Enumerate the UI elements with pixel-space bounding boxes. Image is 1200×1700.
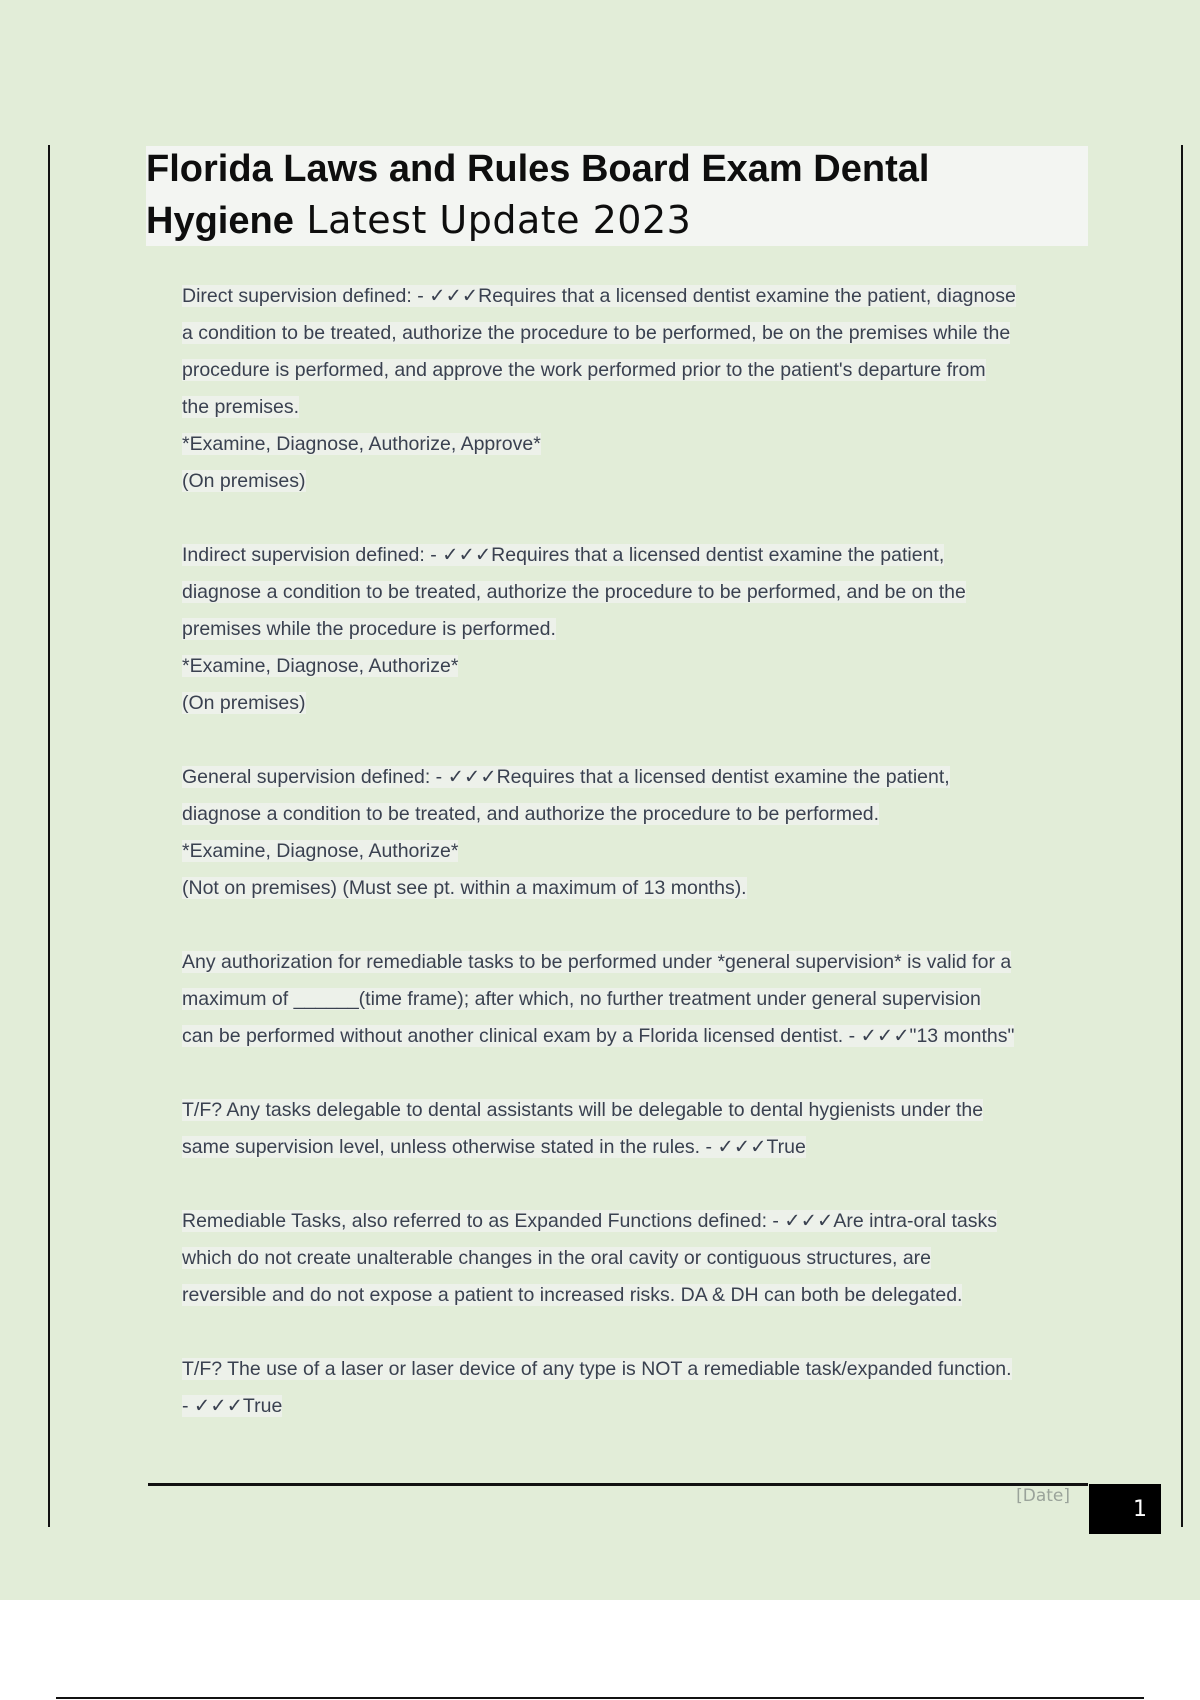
title-hygiene: Hygiene — [146, 200, 294, 242]
text-line — [182, 981, 1102, 1018]
text-line-content: can be performed without another clinical exam by a Florida licensed dentist. - ✓✓✓"13 months" — [182, 1025, 1015, 1047]
text-line — [182, 463, 1102, 500]
text-line — [182, 389, 1102, 426]
text-line — [182, 833, 1102, 870]
text-line — [182, 352, 1102, 389]
text-line-content: T/F? Any tasks delegable to dental assistants will be delegable to dental hygienists under the — [182, 1099, 984, 1121]
paragraph — [182, 537, 1102, 722]
text-line — [182, 685, 1102, 722]
text-line — [182, 944, 1102, 981]
text-line-content: T/F? The use of a laser or laser device of any type is NOT a remediable task/expanded function. — [182, 1358, 1012, 1380]
text-line-content: diagnose a condition to be treated, and authorize the procedure to be performed. — [182, 803, 880, 825]
footer-date: [Date] — [1016, 1486, 1070, 1506]
text-line — [182, 278, 1102, 315]
text-line-content: Direct supervision defined: - ✓✓✓Requires that a licensed dentist examine the patient, diagnose — [182, 285, 1016, 307]
page-border-left — [48, 145, 50, 1527]
text-line — [182, 611, 1102, 648]
page-border-right — [1181, 145, 1183, 1527]
text-line-content: *Examine, Diagnose, Authorize* — [182, 840, 459, 862]
title-update: Latest Update 2023 — [293, 198, 692, 242]
document-title-line1: Florida Laws and Rules Board Exam Dental — [146, 148, 930, 190]
text-line — [182, 1203, 1102, 1240]
paragraph — [182, 1203, 1102, 1314]
text-line-content: Any authorization for remediable tasks to be performed under *general supervision* is valid for a — [182, 951, 1012, 973]
text-line-content: diagnose a condition to be treated, authorize the procedure to be performed, and be on the — [182, 581, 966, 603]
document-body — [182, 278, 1102, 1462]
text-line — [182, 1092, 1102, 1129]
paragraph — [182, 1351, 1102, 1425]
footer-divider — [148, 1483, 1088, 1486]
text-line-content: a condition to be treated, authorize the procedure to be performed, be on the premises while the — [182, 322, 1011, 344]
text-line-content: *Examine, Diagnose, Authorize, Approve* — [182, 433, 541, 455]
text-line-content: same supervision level, unless otherwise stated in the rules. - ✓✓✓True — [182, 1136, 806, 1158]
text-line — [182, 759, 1102, 796]
text-line-content: reversible and do not expose a patient to increased risks. DA & DH can both be delegated. — [182, 1284, 963, 1306]
text-line — [182, 1240, 1102, 1277]
document-title-line2 — [146, 196, 691, 245]
text-line-content: which do not create unalterable changes in the oral cavity or contiguous structures, are — [182, 1247, 932, 1269]
text-line-content: General supervision defined: - ✓✓✓Requires that a licensed dentist examine the patient, — [182, 766, 950, 788]
paragraph — [182, 944, 1102, 1055]
text-line — [182, 315, 1102, 352]
text-line-content: - ✓✓✓True — [182, 1395, 283, 1417]
text-line-content: (On premises) — [182, 692, 306, 714]
text-line-content: premises while the procedure is performed. — [182, 618, 556, 640]
text-line — [182, 1018, 1102, 1055]
paragraph — [182, 1092, 1102, 1166]
text-line — [182, 796, 1102, 833]
text-line — [182, 537, 1102, 574]
text-line-content: procedure is performed, and approve the work performed prior to the patient's departure from — [182, 359, 986, 381]
paragraph — [182, 278, 1102, 500]
text-line-content: the premises. — [182, 396, 300, 418]
text-line — [182, 574, 1102, 611]
text-line — [182, 648, 1102, 685]
text-line-content: (Not on premises) (Must see pt. within a maximum of 13 months). — [182, 877, 747, 899]
next-page-divider — [56, 1697, 1144, 1699]
text-line — [182, 1129, 1102, 1166]
paragraph — [182, 759, 1102, 907]
text-line-content: Indirect supervision defined: - ✓✓✓Requires that a licensed dentist examine the patient, — [182, 544, 945, 566]
text-line-content: *Examine, Diagnose, Authorize* — [182, 655, 459, 677]
text-line-content: (On premises) — [182, 470, 306, 492]
text-line — [182, 1277, 1102, 1314]
page-number: 1 — [1089, 1484, 1161, 1534]
text-line-content: Remediable Tasks, also referred to as Expanded Functions defined: - ✓✓✓Are intra-oral tasks — [182, 1210, 997, 1232]
text-line — [182, 1388, 1102, 1425]
text-line — [182, 1351, 1102, 1388]
text-line — [182, 426, 1102, 463]
text-line — [182, 870, 1102, 907]
text-line-content: maximum of ______(time frame); after which, no further treatment under general supervision — [182, 988, 981, 1010]
